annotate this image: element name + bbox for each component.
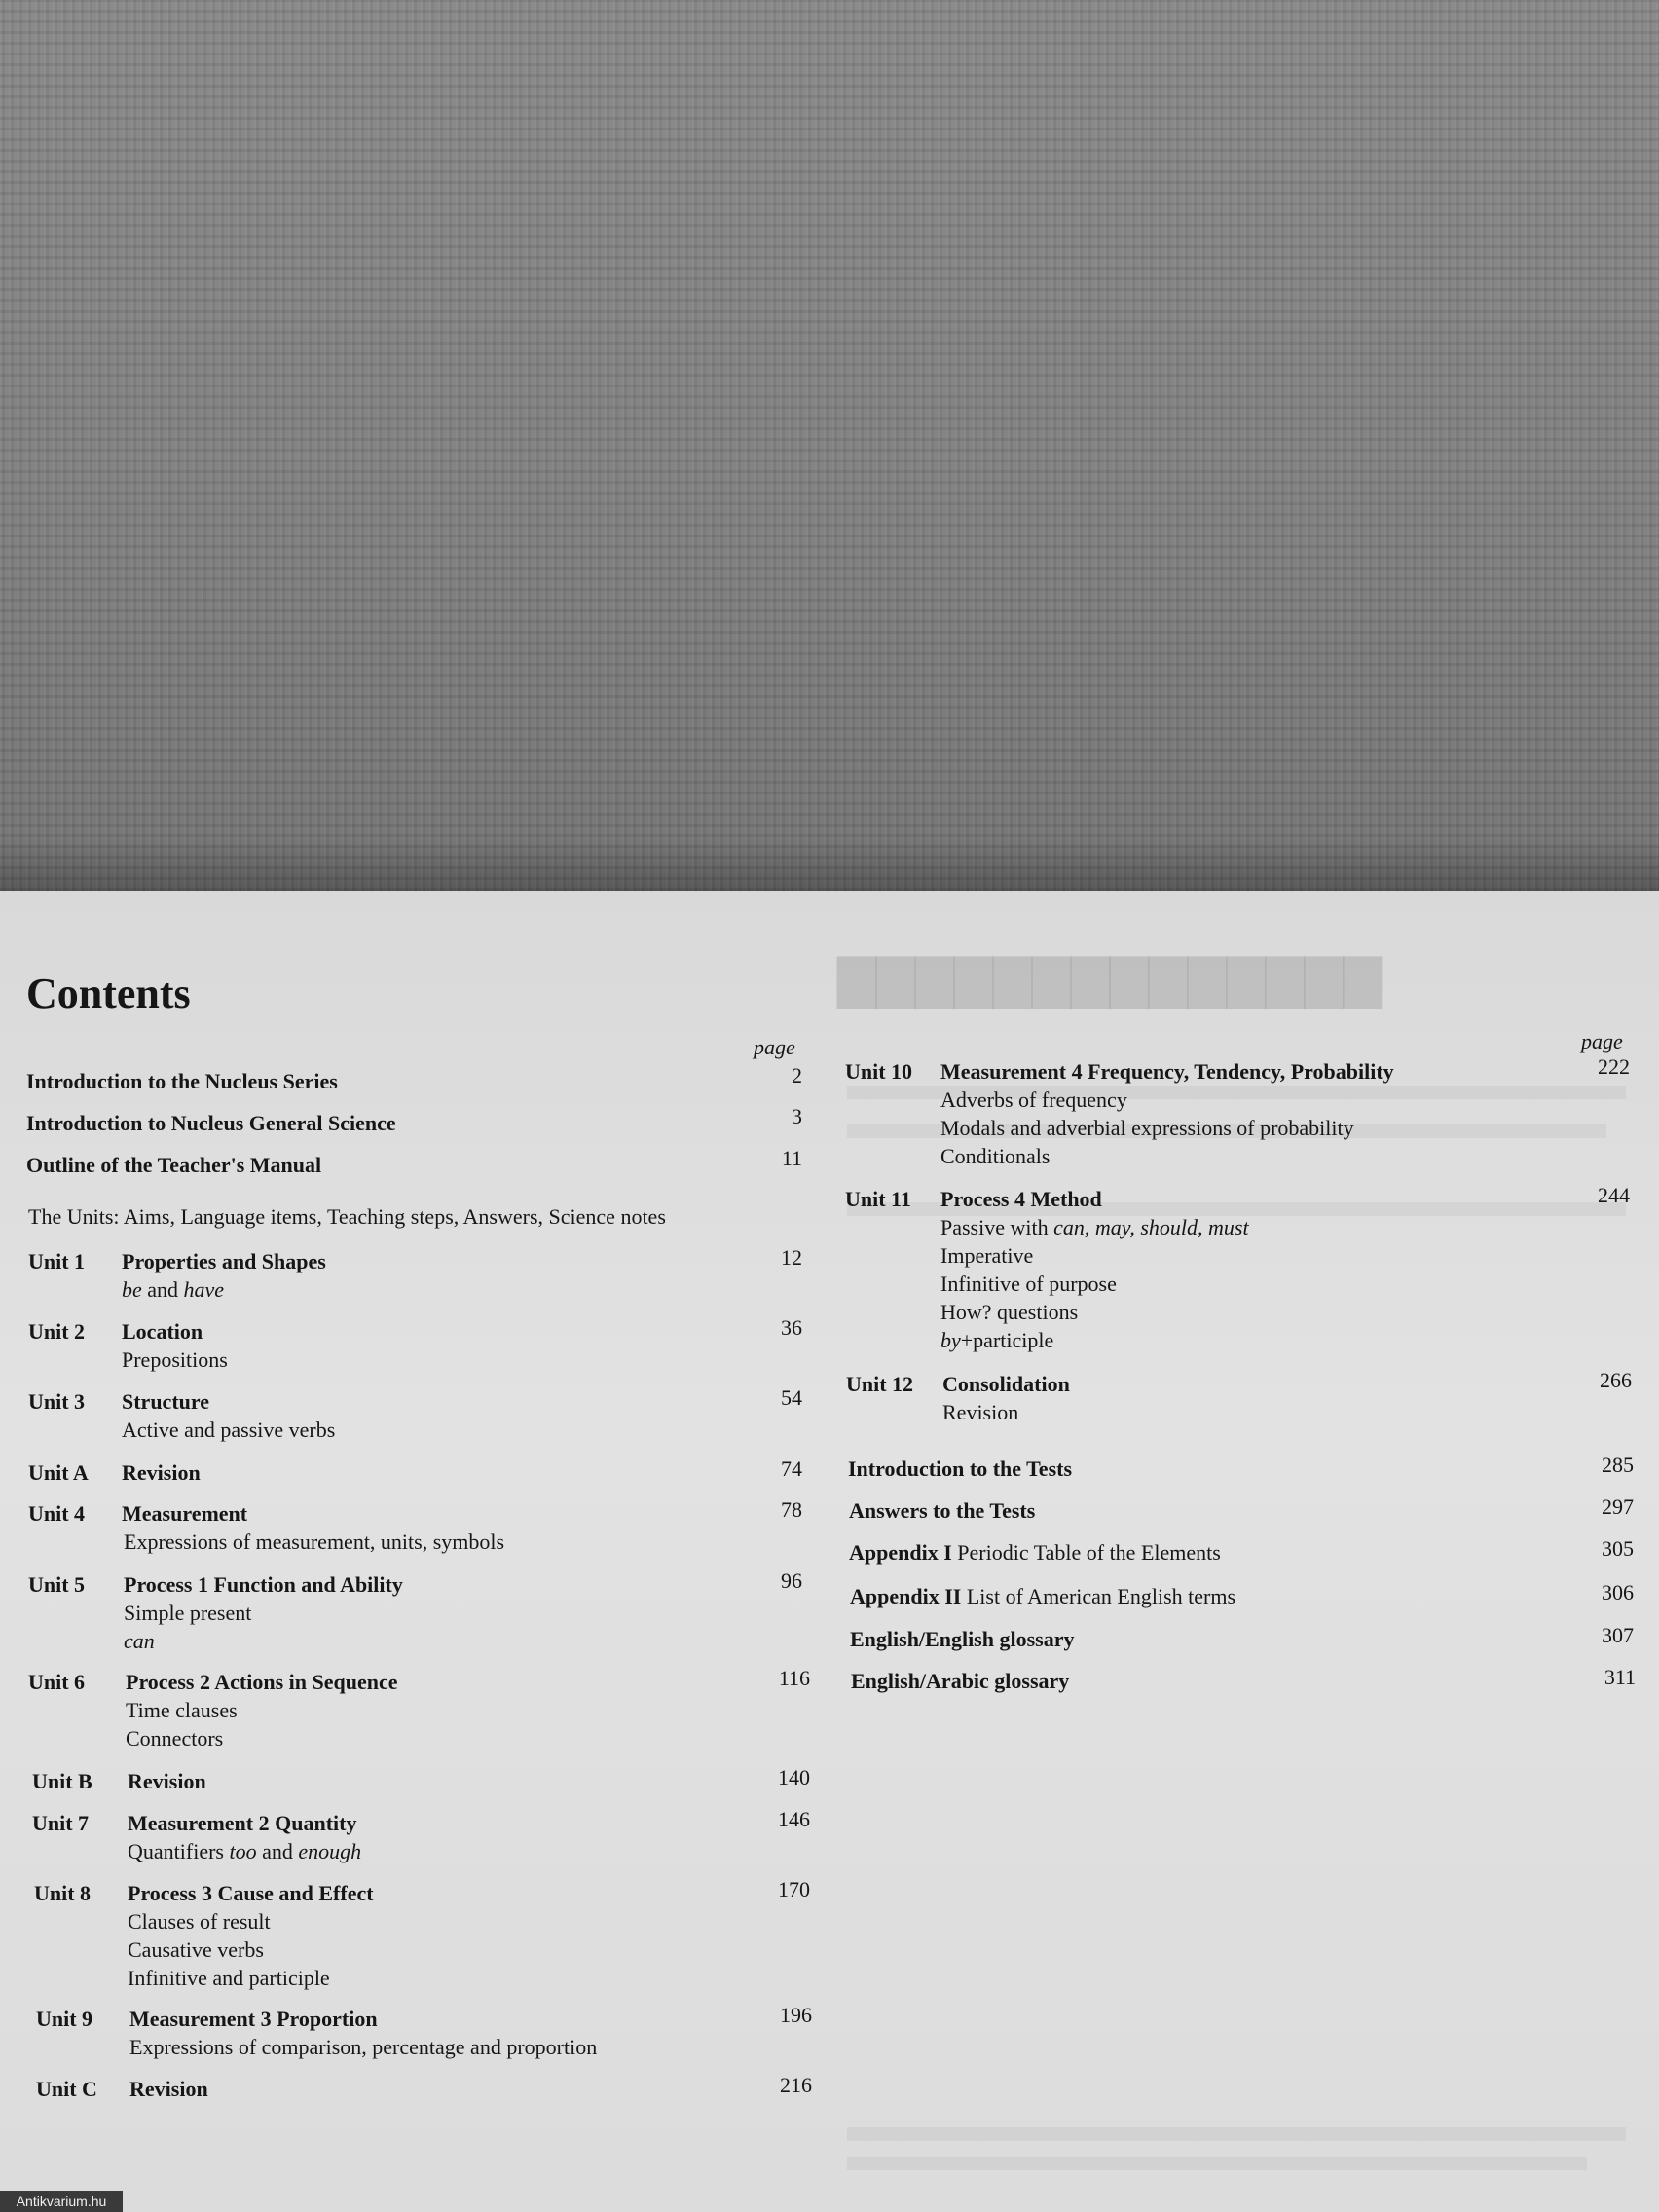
- unit-label: Unit 11: [845, 1187, 911, 1211]
- toc-entry-title: English/Arabic glossary: [851, 1669, 1070, 1693]
- unit-subtopic: Connectors: [126, 1726, 224, 1751]
- unit-subtopic: Prepositions: [122, 1347, 228, 1372]
- unit-page: 74: [781, 1456, 802, 1481]
- unit-label: Unit 1: [28, 1249, 86, 1273]
- unit-title: Revision: [128, 1769, 206, 1793]
- cover-shadow: [0, 837, 1659, 891]
- unit-subtopic: Modals and adverbial expressions of probability: [940, 1116, 1354, 1140]
- unit-subtopic: Expressions of comparison, percentage and proportion: [129, 2035, 598, 2059]
- units-caption: The Units: Aims, Language items, Teaching steps, Answers, Science notes: [28, 1204, 666, 1229]
- unit-page: 12: [781, 1245, 802, 1270]
- unit-subtopic: Revision: [942, 1400, 1019, 1424]
- unit-title: Measurement 2 Quantity: [128, 1811, 357, 1835]
- unit-page: 36: [781, 1315, 802, 1340]
- unit-title: Revision: [129, 2077, 208, 2101]
- unit-subtopic: Infinitive and participle: [128, 1966, 330, 1990]
- unit-title: Location: [122, 1319, 203, 1344]
- toc-entry-title: Introduction to the Tests: [848, 1456, 1073, 1481]
- toc-entry-title: Appendix I Periodic Table of the Elements: [849, 1540, 1221, 1565]
- unit-subtopic: Active and passive verbs: [122, 1418, 336, 1442]
- bleed-line: [847, 2157, 1587, 2170]
- unit-subtopic: Passive with can, may, should, must: [940, 1215, 1249, 1239]
- unit-subtopic: Infinitive of purpose: [940, 1272, 1117, 1296]
- unit-label: Unit 8: [34, 1881, 92, 1905]
- page-column-label: page: [754, 1035, 795, 1059]
- unit-title: Measurement 3 Proportion: [129, 2007, 378, 2031]
- unit-page: 216: [780, 2073, 812, 2097]
- toc-entry-title: Appendix II List of American English terms: [850, 1584, 1236, 1608]
- unit-page: 170: [778, 1877, 810, 1901]
- unit-label: Unit 10: [845, 1059, 913, 1084]
- unit-title: Process 3 Cause and Effect: [128, 1881, 374, 1905]
- unit-label: Unit 7: [32, 1811, 90, 1835]
- unit-title: Measurement 4 Frequency, Tendency, Probability: [940, 1059, 1394, 1084]
- unit-subtopic: Expressions of measurement, units, symbols: [124, 1530, 505, 1554]
- toc-entry-page: 11: [781, 1146, 802, 1170]
- unit-label: Unit B: [32, 1769, 92, 1793]
- bleed-through-heading: ▇▇▇▇▇▇▇▇▇▇▇▇▇▇: [837, 952, 1382, 1008]
- unit-subtopic: Adverbs of frequency: [940, 1088, 1127, 1112]
- toc-entry-page: 305: [1602, 1536, 1634, 1561]
- unit-title: Consolidation: [942, 1372, 1070, 1396]
- unit-subtopic: be and have: [122, 1277, 225, 1302]
- unit-title: Revision: [122, 1460, 201, 1485]
- watermark-badge: Antikvarium.hu: [0, 2191, 123, 2212]
- unit-title: Structure: [122, 1389, 210, 1414]
- toc-entry-page: 297: [1602, 1494, 1634, 1519]
- unit-page: 116: [778, 1666, 810, 1690]
- unit-subtopic: Conditionals: [940, 1144, 1051, 1168]
- unit-title: Measurement: [122, 1501, 248, 1526]
- toc-entry-title: Introduction to the Nucleus Series: [26, 1069, 338, 1093]
- toc-entry-page: 307: [1602, 1623, 1634, 1647]
- unit-page: 96: [781, 1568, 802, 1593]
- toc-entry-title: Answers to the Tests: [849, 1498, 1036, 1523]
- unit-subtopic: by+participle: [940, 1328, 1054, 1352]
- unit-subtopic: Time clauses: [126, 1698, 238, 1722]
- toc-entry-title: English/English glossary: [850, 1627, 1075, 1651]
- unit-page: 244: [1598, 1183, 1630, 1207]
- unit-title: Process 1 Function and Ability: [124, 1572, 403, 1597]
- toc-entry-title: Introduction to Nucleus General Science: [26, 1111, 396, 1135]
- toc-entry-page: 285: [1602, 1453, 1634, 1477]
- unit-label: Unit 2: [28, 1319, 86, 1344]
- unit-label: Unit 6: [28, 1670, 86, 1694]
- unit-page: 54: [781, 1385, 802, 1410]
- unit-title: Properties and Shapes: [122, 1249, 326, 1273]
- unit-subtopic: Imperative: [940, 1243, 1034, 1268]
- unit-subtopic: Simple present: [124, 1601, 252, 1625]
- toc-entry-page: 306: [1602, 1580, 1634, 1604]
- unit-subtopic: Clauses of result: [128, 1909, 271, 1934]
- book-cover: [0, 0, 1659, 891]
- unit-page: 140: [778, 1765, 810, 1789]
- unit-label: Unit 3: [28, 1389, 86, 1414]
- unit-subtopic: Quantifiers too and enough: [128, 1839, 362, 1863]
- unit-page: 266: [1600, 1368, 1632, 1392]
- unit-label: Unit 9: [36, 2007, 93, 2031]
- toc-entry-page: 2: [792, 1063, 802, 1088]
- contents-page: [0, 891, 1659, 2212]
- unit-label: Unit 4: [28, 1501, 86, 1526]
- unit-subtopic: can: [124, 1629, 155, 1653]
- unit-title: Process 4 Method: [940, 1187, 1102, 1211]
- unit-page: 222: [1598, 1054, 1630, 1079]
- bleed-line: [847, 2127, 1626, 2141]
- unit-page: 196: [780, 2003, 812, 2027]
- unit-subtopic: How? questions: [940, 1300, 1079, 1324]
- toc-entry-page: 3: [792, 1104, 802, 1128]
- unit-label: Unit 5: [28, 1572, 86, 1597]
- unit-label: Unit C: [36, 2077, 97, 2101]
- unit-label: Unit A: [28, 1460, 89, 1485]
- unit-subtopic: Causative verbs: [128, 1937, 264, 1962]
- toc-entry-page: 311: [1604, 1665, 1636, 1689]
- unit-page: 78: [781, 1497, 802, 1522]
- unit-title: Process 2 Actions in Sequence: [126, 1670, 398, 1694]
- unit-page: 146: [778, 1807, 810, 1831]
- page-column-label: page: [1581, 1029, 1623, 1053]
- contents-title: Contents: [26, 970, 191, 1017]
- unit-label: Unit 12: [846, 1372, 914, 1396]
- toc-entry-title: Outline of the Teacher's Manual: [26, 1153, 322, 1177]
